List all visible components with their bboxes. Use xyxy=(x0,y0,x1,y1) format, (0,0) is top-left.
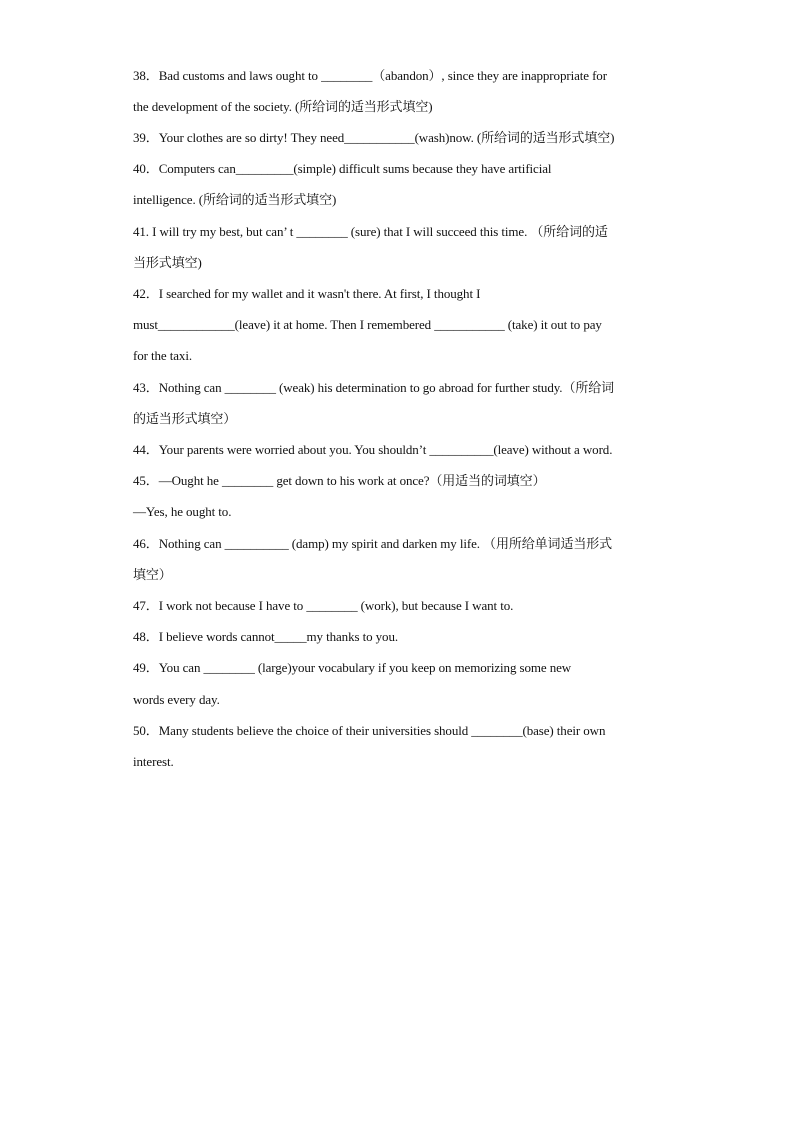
question-46-line-1: 46．Nothing can __________ (damp) my spirit and darken my life. （用所给单词适当形式 xyxy=(133,536,613,551)
question-43-line-2: 的适当形式填空） xyxy=(133,411,237,426)
question-40-line-2: intelligence. (所给词的适当形式填空) xyxy=(133,192,337,207)
question-46-line-2: 填空） xyxy=(133,567,172,582)
question-45-line-1: 45．—Ought he ________ get down to his work at once?（用适当的词填空） xyxy=(133,473,546,488)
question-42-line-2: must____________(leave) it at home. Then I remembered ___________ (take) it out to pay xyxy=(133,317,602,332)
question-41-line-1: 41. I will try my best, but can’ t ________ (sure) that I will succeed this time. （所给词的适 xyxy=(133,224,608,239)
question-43-line-1: 43．Nothing can ________ (weak) his determination to go abroad for further study.（所给词 xyxy=(133,380,615,395)
question-39-line-1: 39．Your clothes are so dirty! They need___________(wash)now. (所给词的适当形式填空) xyxy=(133,130,615,145)
question-50-line-1: 50．Many students believe the choice of their universities should ________(base) their own xyxy=(133,723,606,738)
question-42-line-3: for the taxi. xyxy=(133,348,192,363)
question-38-line-1: 38．Bad customs and laws ought to ________（abandon）, since they are inappropriate for xyxy=(133,68,607,83)
question-38-line-2: the development of the society. (所给词的适当形式填空) xyxy=(133,99,433,114)
question-50-line-2: interest. xyxy=(133,754,174,769)
question-41-line-2: 当形式填空) xyxy=(133,255,202,270)
question-49-line-2: words every day. xyxy=(133,692,220,707)
question-40-line-1: 40．Computers can_________(simple) difficult sums because they have artificial xyxy=(133,161,552,176)
question-44-line-1: 44．Your parents were worried about you. You shouldn’t __________(leave) without a word. xyxy=(133,442,613,457)
question-45-line-2: —Yes, he ought to. xyxy=(133,504,232,519)
question-42-line-1: 42．I searched for my wallet and it wasn't there. At first, I thought I xyxy=(133,286,481,301)
question-47-line-1: 47．I work not because I have to ________ (work), but because I want to. xyxy=(133,598,514,613)
question-49-line-1: 49．You can ________ (large)your vocabulary if you keep on memorizing some new xyxy=(133,660,572,675)
question-48-line-1: 48．I believe words cannot_____my thanks to you. xyxy=(133,629,399,644)
